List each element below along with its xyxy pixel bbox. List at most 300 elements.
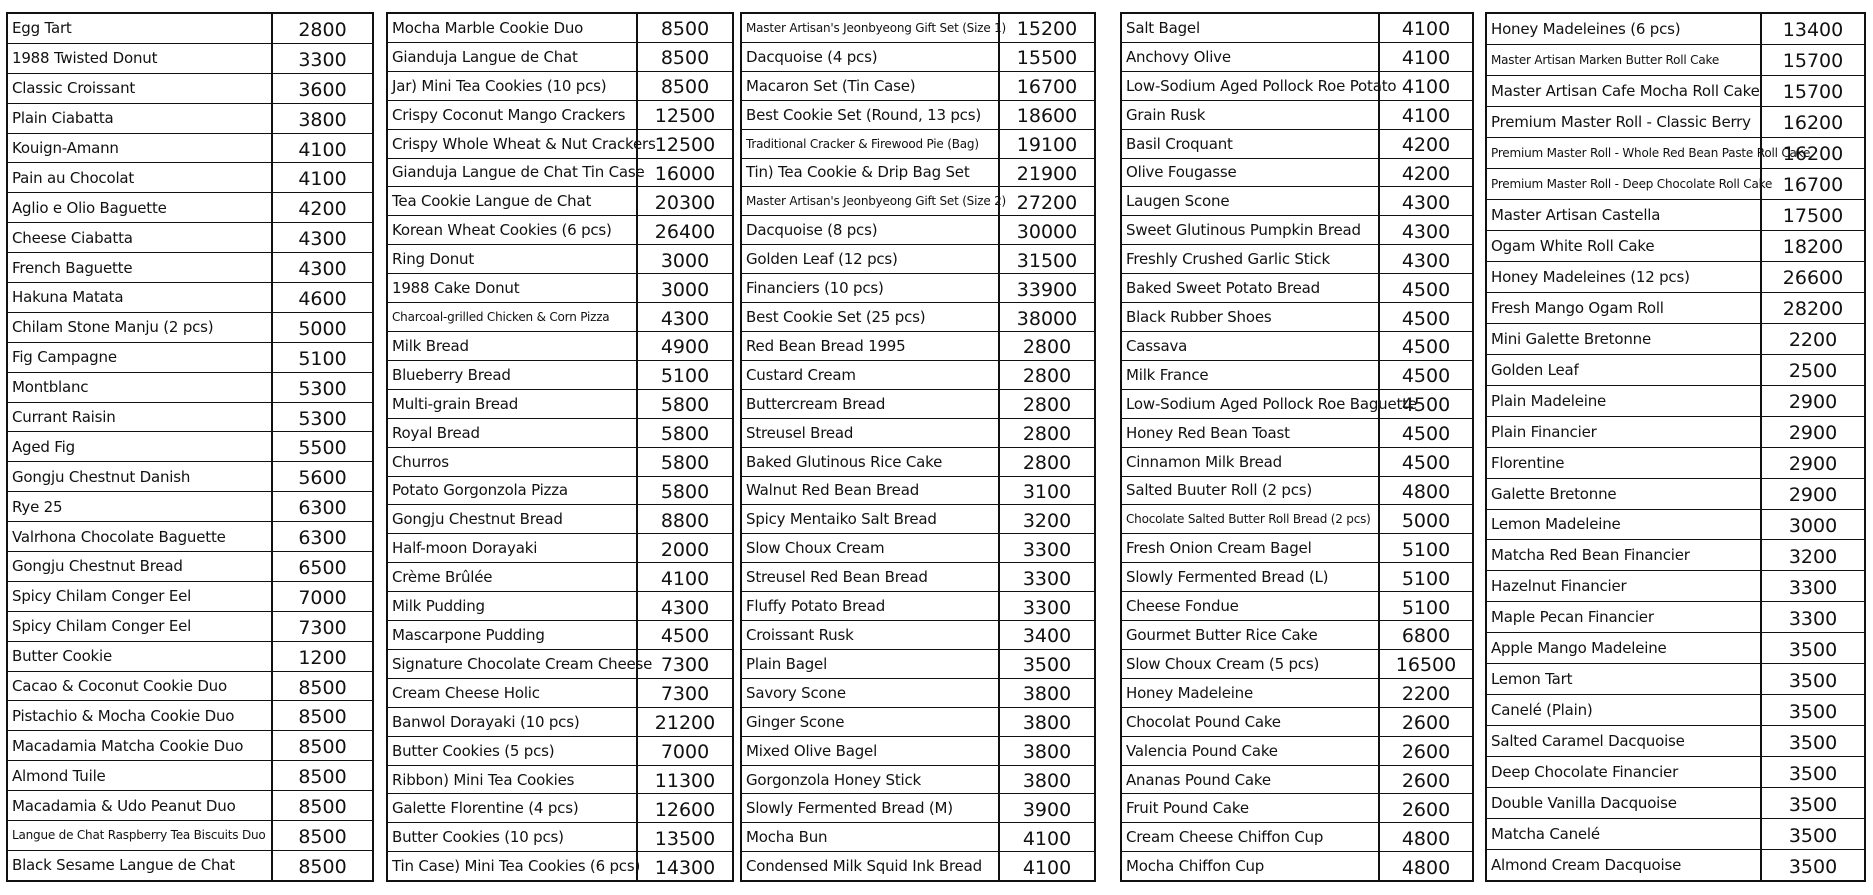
item-price: 8500 xyxy=(298,766,347,789)
item-price: 26600 xyxy=(1782,267,1844,290)
item-name: Basil Croquant xyxy=(1122,130,1380,158)
item-price: 16500 xyxy=(1395,654,1457,677)
item-price: 4100 xyxy=(660,567,710,590)
item-price: 7000 xyxy=(660,741,710,764)
table-row xyxy=(1122,72,1472,101)
item-name: Butter Cookie xyxy=(8,642,273,671)
item-name: Crispy Coconut Mango Crackers xyxy=(388,101,638,129)
table-row xyxy=(388,563,732,592)
item-name: Crème Brûlée xyxy=(388,563,638,591)
item-name: Galette Florentine (4 pcs) xyxy=(388,794,638,822)
table-row xyxy=(1487,355,1864,386)
item-price: 3900 xyxy=(1022,798,1072,821)
item-price: 4500 xyxy=(1401,307,1451,330)
item-price: 4300 xyxy=(298,258,347,281)
item-price: 18200 xyxy=(1782,236,1844,259)
price-table-4 xyxy=(1120,12,1474,882)
item-price: 4100 xyxy=(1401,47,1451,70)
table-row xyxy=(1487,571,1864,602)
table-row xyxy=(1122,621,1472,650)
item-price: 16700 xyxy=(1016,76,1078,99)
item-name: Mixed Olive Bagel xyxy=(742,737,1000,765)
table-row xyxy=(8,253,372,283)
table-row xyxy=(742,187,1094,216)
table-row xyxy=(1122,505,1472,534)
item-name: Honey Madeleine xyxy=(1122,679,1380,707)
item-price: 16700 xyxy=(1782,174,1844,197)
item-name: Grain Rusk xyxy=(1122,101,1380,129)
table-row xyxy=(1487,633,1864,664)
table-row xyxy=(388,794,732,823)
item-name: Aglio e Olio Baguette xyxy=(8,193,273,222)
item-name: Montblanc xyxy=(8,373,273,402)
table-row xyxy=(1122,274,1472,303)
item-name: Master Artisan Castella xyxy=(1487,200,1762,230)
table-row xyxy=(742,737,1094,766)
table-row xyxy=(742,823,1094,852)
item-price: 3500 xyxy=(1788,638,1838,661)
table-row xyxy=(742,43,1094,72)
table-row xyxy=(8,821,372,851)
table-row xyxy=(388,534,732,563)
item-name: Kouign-Amann xyxy=(8,134,273,163)
item-name: Master Artisan's Jeonbyeong Gift Set (Size 1) xyxy=(742,14,1000,42)
table-row xyxy=(1487,726,1864,757)
item-name: Milk Bread xyxy=(388,332,638,360)
item-name: Charcoal-grilled Chicken & Corn Pizza xyxy=(388,303,638,331)
table-row xyxy=(388,477,732,506)
table-row xyxy=(1122,766,1472,795)
item-price: 2800 xyxy=(1022,423,1072,446)
table-row xyxy=(8,672,372,702)
table-row xyxy=(1487,448,1864,479)
item-name: Langue de Chat Raspberry Tea Biscuits Duo xyxy=(8,821,273,850)
item-name: Rye 25 xyxy=(8,492,273,521)
item-name: Ribbon) Mini Tea Cookies xyxy=(388,766,638,794)
item-price: 2900 xyxy=(1788,422,1838,445)
table-row xyxy=(388,766,732,795)
item-name: Macadamia Matcha Cookie Duo xyxy=(8,731,273,760)
item-price: 15700 xyxy=(1782,81,1844,104)
item-price: 16000 xyxy=(654,162,716,185)
table-row xyxy=(742,708,1094,737)
item-name: Matcha Red Bean Financier xyxy=(1487,540,1762,570)
item-name: Gongju Chestnut Bread xyxy=(8,552,273,581)
table-row xyxy=(1122,43,1472,72)
item-price: 4500 xyxy=(1401,278,1451,301)
table-row xyxy=(8,522,372,552)
table-row xyxy=(8,462,372,492)
item-name: Baked Glutinous Rice Cake xyxy=(742,448,1000,476)
item-price: 4200 xyxy=(298,198,347,221)
table-row xyxy=(1487,540,1864,571)
item-price: 4500 xyxy=(1401,423,1451,446)
table-row xyxy=(1122,534,1472,563)
table-row xyxy=(388,159,732,188)
item-name: Churros xyxy=(388,448,638,476)
table-row xyxy=(388,303,732,332)
table-row xyxy=(742,332,1094,361)
table-row xyxy=(1487,200,1864,231)
table-row xyxy=(8,313,372,343)
item-name: Fig Campagne xyxy=(8,343,273,372)
table-row xyxy=(8,731,372,761)
item-price: 4100 xyxy=(1022,827,1072,850)
table-row xyxy=(742,794,1094,823)
table-row xyxy=(742,621,1094,650)
item-name: Master Artisan's Jeonbyeong Gift Set (Size 2) xyxy=(742,187,1000,215)
item-name: Red Bean Bread 1995 xyxy=(742,332,1000,360)
item-price: 33900 xyxy=(1016,278,1078,301)
item-price: 20300 xyxy=(654,191,716,214)
item-name: Honey Madeleines (6 pcs) xyxy=(1487,14,1762,44)
item-price: 3200 xyxy=(1022,509,1072,532)
item-name: Galette Bretonne xyxy=(1487,479,1762,509)
item-name: Gianduja Langue de Chat xyxy=(388,43,638,71)
table-row xyxy=(742,361,1094,390)
item-name: Cheese Fondue xyxy=(1122,592,1380,620)
item-name: Apple Mango Madeleine xyxy=(1487,633,1762,663)
item-price: 12600 xyxy=(654,798,716,821)
table-row xyxy=(742,563,1094,592)
table-row xyxy=(8,582,372,612)
table-row xyxy=(1122,679,1472,708)
item-price: 4500 xyxy=(1401,394,1451,417)
table-row xyxy=(8,851,372,880)
table-row xyxy=(1122,303,1472,332)
item-name: Chocolate Salted Butter Roll Bread (2 pcs) xyxy=(1122,505,1380,533)
item-name: Streusel Red Bean Bread xyxy=(742,563,1000,591)
table-row xyxy=(1487,45,1864,76)
table-row xyxy=(8,492,372,522)
table-row xyxy=(742,766,1094,795)
item-price: 3400 xyxy=(1022,625,1072,648)
item-name: Slow Choux Cream (5 pcs) xyxy=(1122,650,1380,678)
item-name: Best Cookie Set (Round, 13 pcs) xyxy=(742,101,1000,129)
item-name: Chilam Stone Manju (2 pcs) xyxy=(8,313,273,342)
item-price: 3300 xyxy=(1022,596,1072,619)
table-row xyxy=(1122,390,1472,419)
table-row xyxy=(742,390,1094,419)
item-name: Gourmet Butter Rice Cake xyxy=(1122,621,1380,649)
item-name: Fresh Mango Ogam Roll xyxy=(1487,293,1762,323)
item-name: Cheese Ciabatta xyxy=(8,223,273,252)
table-row xyxy=(1122,159,1472,188)
item-name: Chocolat Pound Cake xyxy=(1122,708,1380,736)
table-row xyxy=(742,245,1094,274)
item-name: Double Vanilla Dacquoise xyxy=(1487,788,1762,818)
item-name: Dacquoise (8 pcs) xyxy=(742,216,1000,244)
table-row xyxy=(742,592,1094,621)
item-price: 6800 xyxy=(1401,625,1451,648)
item-price: 4300 xyxy=(660,596,710,619)
table-row xyxy=(742,679,1094,708)
item-name: Macaron Set (Tin Case) xyxy=(742,72,1000,100)
item-price: 15700 xyxy=(1782,50,1844,73)
table-row xyxy=(8,283,372,313)
item-price: 3300 xyxy=(1788,576,1838,599)
table-row xyxy=(742,130,1094,159)
item-name: Gongju Chestnut Danish xyxy=(8,462,273,491)
item-price: 19100 xyxy=(1016,134,1078,157)
item-name: 1988 Cake Donut xyxy=(388,274,638,302)
table-row xyxy=(1122,332,1472,361)
item-price: 12500 xyxy=(654,134,716,157)
table-row xyxy=(388,130,732,159)
item-name: Cacao & Coconut Cookie Duo xyxy=(8,672,273,701)
item-name: Aged Fig xyxy=(8,432,273,461)
item-price: 4300 xyxy=(660,307,710,330)
table-row xyxy=(8,432,372,462)
table-row xyxy=(1122,130,1472,159)
item-name: Traditional Cracker & Firewood Pie (Bag) xyxy=(742,130,1000,158)
item-name: Mocha Chiffon Cup xyxy=(1122,852,1380,880)
item-price: 5100 xyxy=(1401,596,1451,619)
item-name: Honey Red Bean Toast xyxy=(1122,419,1380,447)
item-price: 6300 xyxy=(298,497,347,520)
item-name: Almond Tuile xyxy=(8,761,273,790)
item-name: Black Sesame Langue de Chat xyxy=(8,851,273,880)
table-row xyxy=(1122,419,1472,448)
item-name: Ananas Pound Cake xyxy=(1122,766,1380,794)
table-row xyxy=(1122,794,1472,823)
table-row xyxy=(742,303,1094,332)
item-price: 30000 xyxy=(1016,220,1078,243)
table-row xyxy=(388,361,732,390)
item-price: 2800 xyxy=(1022,394,1072,417)
table-row xyxy=(742,101,1094,130)
item-price: 1200 xyxy=(298,646,347,669)
item-price: 8500 xyxy=(660,76,710,99)
item-price: 16200 xyxy=(1782,143,1844,166)
item-price: 5100 xyxy=(660,365,710,388)
item-price: 2900 xyxy=(1788,484,1838,507)
table-row xyxy=(1487,850,1864,880)
item-name: Best Cookie Set (25 pcs) xyxy=(742,303,1000,331)
item-price: 15200 xyxy=(1016,18,1078,41)
item-name: Honey Madeleines (12 pcs) xyxy=(1487,262,1762,292)
table-row xyxy=(742,216,1094,245)
table-row xyxy=(388,43,732,72)
item-name: Spicy Mentaiko Salt Bread xyxy=(742,505,1000,533)
item-price: 8500 xyxy=(298,825,347,848)
item-name: Hakuna Matata xyxy=(8,283,273,312)
item-name: Plain Ciabatta xyxy=(8,104,273,133)
item-name: Walnut Red Bean Bread xyxy=(742,477,1000,505)
item-name: Tin Case) Mini Tea Cookies (6 pcs) xyxy=(388,852,638,880)
item-name: Butter Cookies (10 pcs) xyxy=(388,823,638,851)
item-price: 8500 xyxy=(298,796,347,819)
item-name: Pistachio & Mocha Cookie Duo xyxy=(8,701,273,730)
table-row xyxy=(742,448,1094,477)
item-price: 4600 xyxy=(298,287,347,310)
item-name: Salt Bagel xyxy=(1122,14,1380,42)
item-name: Savory Scone xyxy=(742,679,1000,707)
item-name: Valencia Pound Cake xyxy=(1122,737,1380,765)
item-name: Plain Bagel xyxy=(742,650,1000,678)
item-price: 3300 xyxy=(1022,567,1072,590)
table-row xyxy=(388,679,732,708)
table-row xyxy=(388,448,732,477)
item-price: 4100 xyxy=(1401,76,1451,99)
table-row xyxy=(742,852,1094,880)
item-price: 5100 xyxy=(298,347,347,370)
item-price: 2800 xyxy=(298,18,347,41)
item-name: Gianduja Langue de Chat Tin Case xyxy=(388,159,638,187)
item-name: Gorgonzola Honey Stick xyxy=(742,766,1000,794)
item-price: 4800 xyxy=(1401,827,1451,850)
table-row xyxy=(1487,107,1864,138)
price-table-5 xyxy=(1485,12,1866,882)
item-price: 17500 xyxy=(1782,205,1844,228)
table-row xyxy=(8,193,372,223)
item-name: Salted Caramel Dacquoise xyxy=(1487,726,1762,756)
table-row xyxy=(388,621,732,650)
item-name: Spicy Chilam Conger Eel xyxy=(8,612,273,641)
item-price: 5800 xyxy=(660,394,710,417)
item-name: Crispy Whole Wheat & Nut Crackers xyxy=(388,130,638,158)
item-price: 3000 xyxy=(1788,514,1838,537)
item-price: 5800 xyxy=(660,423,710,446)
item-price: 13400 xyxy=(1782,19,1844,42)
item-name: Blueberry Bread xyxy=(388,361,638,389)
item-price: 4100 xyxy=(1401,105,1451,128)
price-table-1 xyxy=(6,12,374,882)
item-price: 4800 xyxy=(1401,480,1451,503)
table-row xyxy=(1487,788,1864,819)
table-row xyxy=(388,14,732,43)
item-name: Milk Pudding xyxy=(388,592,638,620)
item-price: 3100 xyxy=(1022,480,1072,503)
table-row xyxy=(388,274,732,303)
item-name: Black Rubber Shoes xyxy=(1122,303,1380,331)
item-name: Mascarpone Pudding xyxy=(388,621,638,649)
table-row xyxy=(742,14,1094,43)
item-name: Master Artisan Marken Butter Roll Cake xyxy=(1487,45,1762,75)
item-price: 2900 xyxy=(1788,453,1838,476)
item-name: Egg Tart xyxy=(8,14,273,43)
item-price: 14300 xyxy=(654,856,716,879)
item-name: Custard Cream xyxy=(742,361,1000,389)
table-row xyxy=(388,708,732,737)
item-price: 5800 xyxy=(660,480,710,503)
item-price: 2800 xyxy=(1022,365,1072,388)
item-name: Premium Master Roll - Deep Chocolate Roll Cake xyxy=(1487,169,1762,199)
item-price: 4300 xyxy=(1401,191,1451,214)
table-row xyxy=(1487,138,1864,169)
item-price: 3800 xyxy=(1022,712,1072,735)
item-price: 3300 xyxy=(1022,538,1072,561)
item-price: 3800 xyxy=(1022,770,1072,793)
item-price: 8500 xyxy=(298,736,347,759)
item-price: 2600 xyxy=(1401,741,1451,764)
item-name: Ginger Scone xyxy=(742,708,1000,736)
item-name: Banwol Dorayaki (10 pcs) xyxy=(388,708,638,736)
table-row xyxy=(742,159,1094,188)
item-price: 5300 xyxy=(298,407,347,430)
table-row xyxy=(1487,169,1864,200)
table-row xyxy=(1122,448,1472,477)
table-row xyxy=(1487,293,1864,324)
table-row xyxy=(742,72,1094,101)
item-price: 26400 xyxy=(654,220,716,243)
item-price: 18600 xyxy=(1016,105,1078,128)
table-row xyxy=(1122,592,1472,621)
table-row xyxy=(1487,417,1864,448)
item-price: 3800 xyxy=(1022,683,1072,706)
item-price: 4200 xyxy=(1401,134,1451,157)
table-row xyxy=(388,419,732,448)
table-row xyxy=(1122,245,1472,274)
item-name: Gongju Chestnut Bread xyxy=(388,505,638,533)
item-price: 4100 xyxy=(298,138,347,161)
item-name: Salted Buuter Roll (2 pcs) xyxy=(1122,477,1380,505)
item-name: Olive Fougasse xyxy=(1122,159,1380,187)
item-price: 5300 xyxy=(298,377,347,400)
item-price: 4500 xyxy=(1401,336,1451,359)
table-row xyxy=(1122,14,1472,43)
item-name: Deep Chocolate Financier xyxy=(1487,757,1762,787)
item-name: Financiers (10 pcs) xyxy=(742,274,1000,302)
table-row xyxy=(388,245,732,274)
item-name: Sweet Glutinous Pumpkin Bread xyxy=(1122,216,1380,244)
table-row xyxy=(1122,187,1472,216)
item-name: Golden Leaf xyxy=(1487,355,1762,385)
item-price: 2200 xyxy=(1788,329,1838,352)
table-row xyxy=(388,650,732,679)
table-row xyxy=(388,332,732,361)
table-row xyxy=(8,373,372,403)
item-name: French Baguette xyxy=(8,253,273,282)
item-price: 2200 xyxy=(1401,683,1451,706)
table-row xyxy=(1122,737,1472,766)
item-name: 1988 Twisted Donut xyxy=(8,44,273,73)
item-name: Fruit Pound Cake xyxy=(1122,794,1380,822)
item-name: Freshly Crushed Garlic Stick xyxy=(1122,245,1380,273)
item-name: Hazelnut Financier xyxy=(1487,571,1762,601)
item-price: 28200 xyxy=(1782,298,1844,321)
table-row xyxy=(388,187,732,216)
table-row xyxy=(388,216,732,245)
item-price: 5600 xyxy=(298,467,347,490)
item-name: Low-Sodium Aged Pollock Roe Potato xyxy=(1122,72,1380,100)
item-price: 3500 xyxy=(1788,855,1838,878)
table-row xyxy=(8,761,372,791)
table-row xyxy=(8,343,372,373)
item-name: Ring Donut xyxy=(388,245,638,273)
table-row xyxy=(8,642,372,672)
item-price: 38000 xyxy=(1016,307,1078,330)
table-row xyxy=(1122,361,1472,390)
item-name: Fresh Onion Cream Bagel xyxy=(1122,534,1380,562)
item-name: Cassava xyxy=(1122,332,1380,360)
item-name: Spicy Chilam Conger Eel xyxy=(8,582,273,611)
item-price: 3500 xyxy=(1788,824,1838,847)
table-row xyxy=(388,852,732,880)
table-row xyxy=(1487,664,1864,695)
item-price: 11300 xyxy=(654,770,716,793)
item-price: 3000 xyxy=(660,278,710,301)
table-row xyxy=(742,650,1094,679)
table-row xyxy=(1122,650,1472,679)
item-price: 4300 xyxy=(298,228,347,251)
table-row xyxy=(1122,216,1472,245)
table-row xyxy=(388,390,732,419)
item-price: 7300 xyxy=(660,683,710,706)
item-price: 15500 xyxy=(1016,47,1078,70)
item-price: 3500 xyxy=(1022,654,1072,677)
item-price: 3300 xyxy=(298,48,347,71)
